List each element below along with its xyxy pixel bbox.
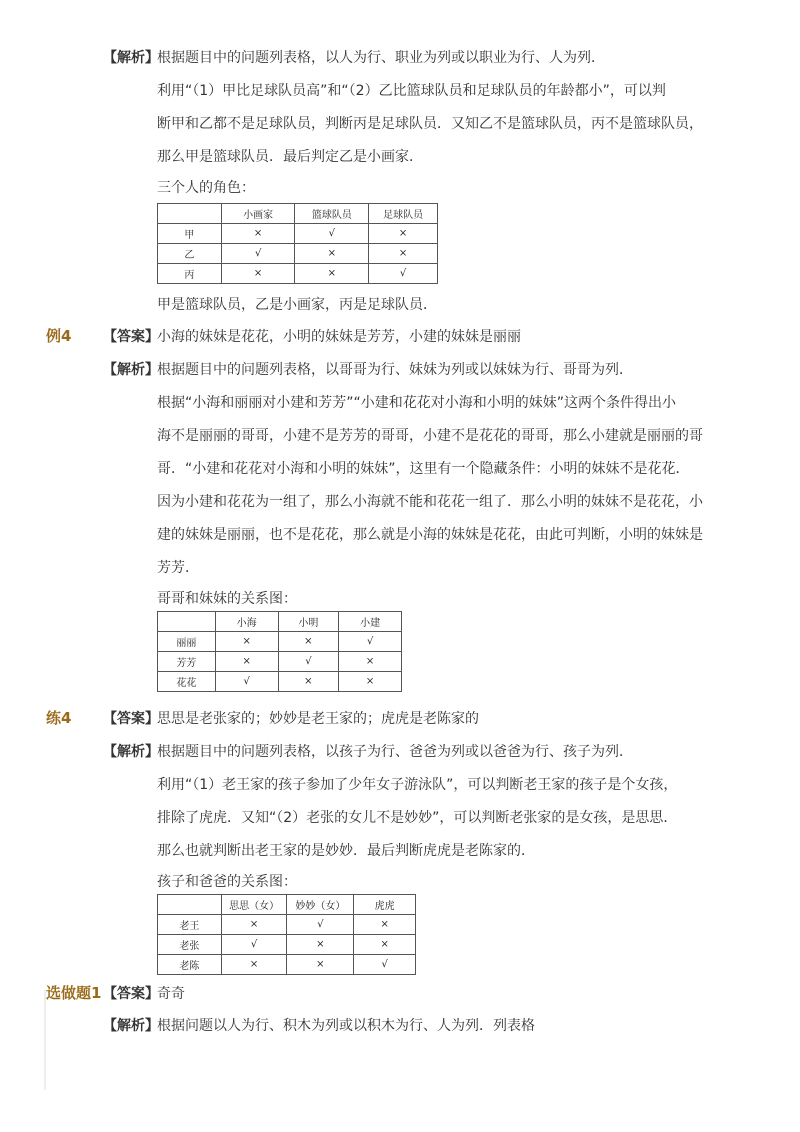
table-cell: × [295,244,369,264]
table-cell [158,204,222,224]
table-caption: 哥哥和妹妹的关系图： [157,591,297,607]
table-cell: 丽丽 [158,632,216,652]
table-cell: × [278,672,339,692]
table-cell: √ [369,264,438,284]
example-label: 例4 [46,327,72,345]
roles-table [157,203,438,284]
table-row [158,264,438,284]
text-line: 利用“（1）甲比足球队员高”和“（2）乙比篮球队员和足球队员的年龄都小”，可以判 [157,83,666,99]
text-line: 根据题目中的问题列表格，以哥哥为行、妹妹为列或以妹妹为行、哥哥为列． [157,362,633,378]
text-line: 芳芳． [157,560,199,576]
table-row [158,632,402,652]
table-cell: 丙 [158,264,222,284]
table-cell: 乙 [158,244,222,264]
answer-text: 思思是老张家的；妙妙是老王家的；虎虎是老陈家的 [157,711,479,727]
families-table [157,894,416,975]
table-row [158,935,416,955]
table-cell: × [215,632,278,652]
table-cell: 小建 [339,612,402,632]
table-cell: × [221,264,295,284]
practice-label: 练4 [46,709,72,727]
text-line: 那么也就判断出老王家的是妙妙．最后判断虎虎是老陈家的． [157,843,535,859]
table-cell: 妙妙（女） [287,895,354,915]
table-cell: √ [295,224,369,244]
table-cell: 老王 [158,915,222,935]
text-line: 海不是丽丽的哥哥，小建不是芳芳的哥哥，小建不是花花的哥哥，那么小建就是丽丽的哥 [157,428,703,444]
table-cell: 足球队员 [369,204,438,224]
table-cell: × [295,264,369,284]
table-cell: × [278,632,339,652]
answer-tag: 【答案】 [103,711,159,727]
text-line: 根据“小海和丽丽对小建和芳芳”“小建和花花对小海和小明的妹妹”这两个条件得出小 [157,395,677,411]
text-line: 建的妹妹是丽丽，也不是花花，那么就是小海的妹妹是花花，由此可判断，小明的妹妹是 [157,527,703,543]
analysis-tag: 【解析】 [103,50,159,66]
table-cell: × [287,935,354,955]
answer-text: 奇奇 [157,986,185,1002]
analysis-tag: 【解析】 [103,744,159,760]
conclusion-text: 甲是篮球队员，乙是小画家，丙是足球队员． [157,297,437,313]
text-line: 断甲和乙都不是足球队员，判断丙是足球队员．又知乙不是篮球队员，丙不是篮球队员， [157,116,703,132]
table-row [158,955,416,975]
table-cell [158,895,222,915]
answer-text: 小海的妹妹是花花，小明的妹妹是芳芳，小建的妹妹是丽丽 [157,329,521,345]
table-caption: 孩子和爸爸的关系图： [157,874,297,890]
table-row [158,915,416,935]
table-header-row [158,204,438,224]
text-line: 那么甲是篮球队员．最后判定乙是小画家． [157,149,423,165]
analysis-tag: 【解析】 [103,1018,159,1034]
table-cell: × [339,672,402,692]
text-line: 根据问题以人为行、积木为列或以积木为行、人为列．列表格 [157,1018,535,1034]
table-cell: 老张 [158,935,222,955]
table-row [158,244,438,264]
analysis-tag: 【解析】 [103,362,159,378]
table-cell: √ [339,632,402,652]
table-cell: 甲 [158,224,222,244]
table-caption: 三个人的角色： [157,180,255,196]
page-edge [44,990,46,1090]
table-cell: √ [221,244,295,264]
text-line: 因为小建和花花为一组了，那么小海就不能和花花一组了．那么小明的妹妹不是花花，小 [157,494,703,510]
table-cell: 老陈 [158,955,222,975]
table-cell: 篮球队员 [295,204,369,224]
answer-tag: 【答案】 [103,986,159,1002]
table-cell: × [221,915,287,935]
table-cell: × [287,955,354,975]
table-cell: 芳芳 [158,652,216,672]
table-cell: × [339,652,402,672]
table-cell: × [354,935,416,955]
table-cell: × [369,224,438,244]
table-cell: 花花 [158,672,216,692]
text-line: 利用“（1）老王家的孩子参加了少年女子游泳队”，可以判断老王家的孩子是个女孩， [157,777,678,793]
table-cell: 思思（女） [221,895,287,915]
table-cell: √ [215,672,278,692]
table-cell: √ [221,935,287,955]
optional-label: 选做题1 [46,984,102,1002]
table-cell: × [221,224,295,244]
text-line: 根据题目中的问题列表格，以孩子为行、爸爸为列或以爸爸为行、孩子为列． [157,744,633,760]
table-cell: × [369,244,438,264]
table-cell: × [354,915,416,935]
table-cell: 小明 [278,612,339,632]
table-row [158,652,402,672]
table-cell: × [215,652,278,672]
text-line: 哥．“小建和花花对小海和小明的妹妹”，这里有一个隐藏条件：小明的妹妹不是花花． [157,461,690,477]
table-header-row [158,895,416,915]
table-row [158,672,402,692]
table-cell: √ [278,652,339,672]
table-cell: 虎虎 [354,895,416,915]
siblings-table [157,611,402,692]
answer-tag: 【答案】 [103,329,159,345]
table-header-row [158,612,402,632]
table-row [158,224,438,244]
text-line: 排除了虎虎．又知“（2）老张的女儿不是妙妙”，可以判断老张家的是女孩，是思思． [157,810,678,826]
table-cell [158,612,216,632]
table-cell: 小画家 [221,204,295,224]
table-cell: × [221,955,287,975]
table-cell: √ [354,955,416,975]
text-line: 根据题目中的问题列表格，以人为行、职业为列或以职业为行、人为列． [157,50,605,66]
table-cell: 小海 [215,612,278,632]
table-cell: √ [287,915,354,935]
